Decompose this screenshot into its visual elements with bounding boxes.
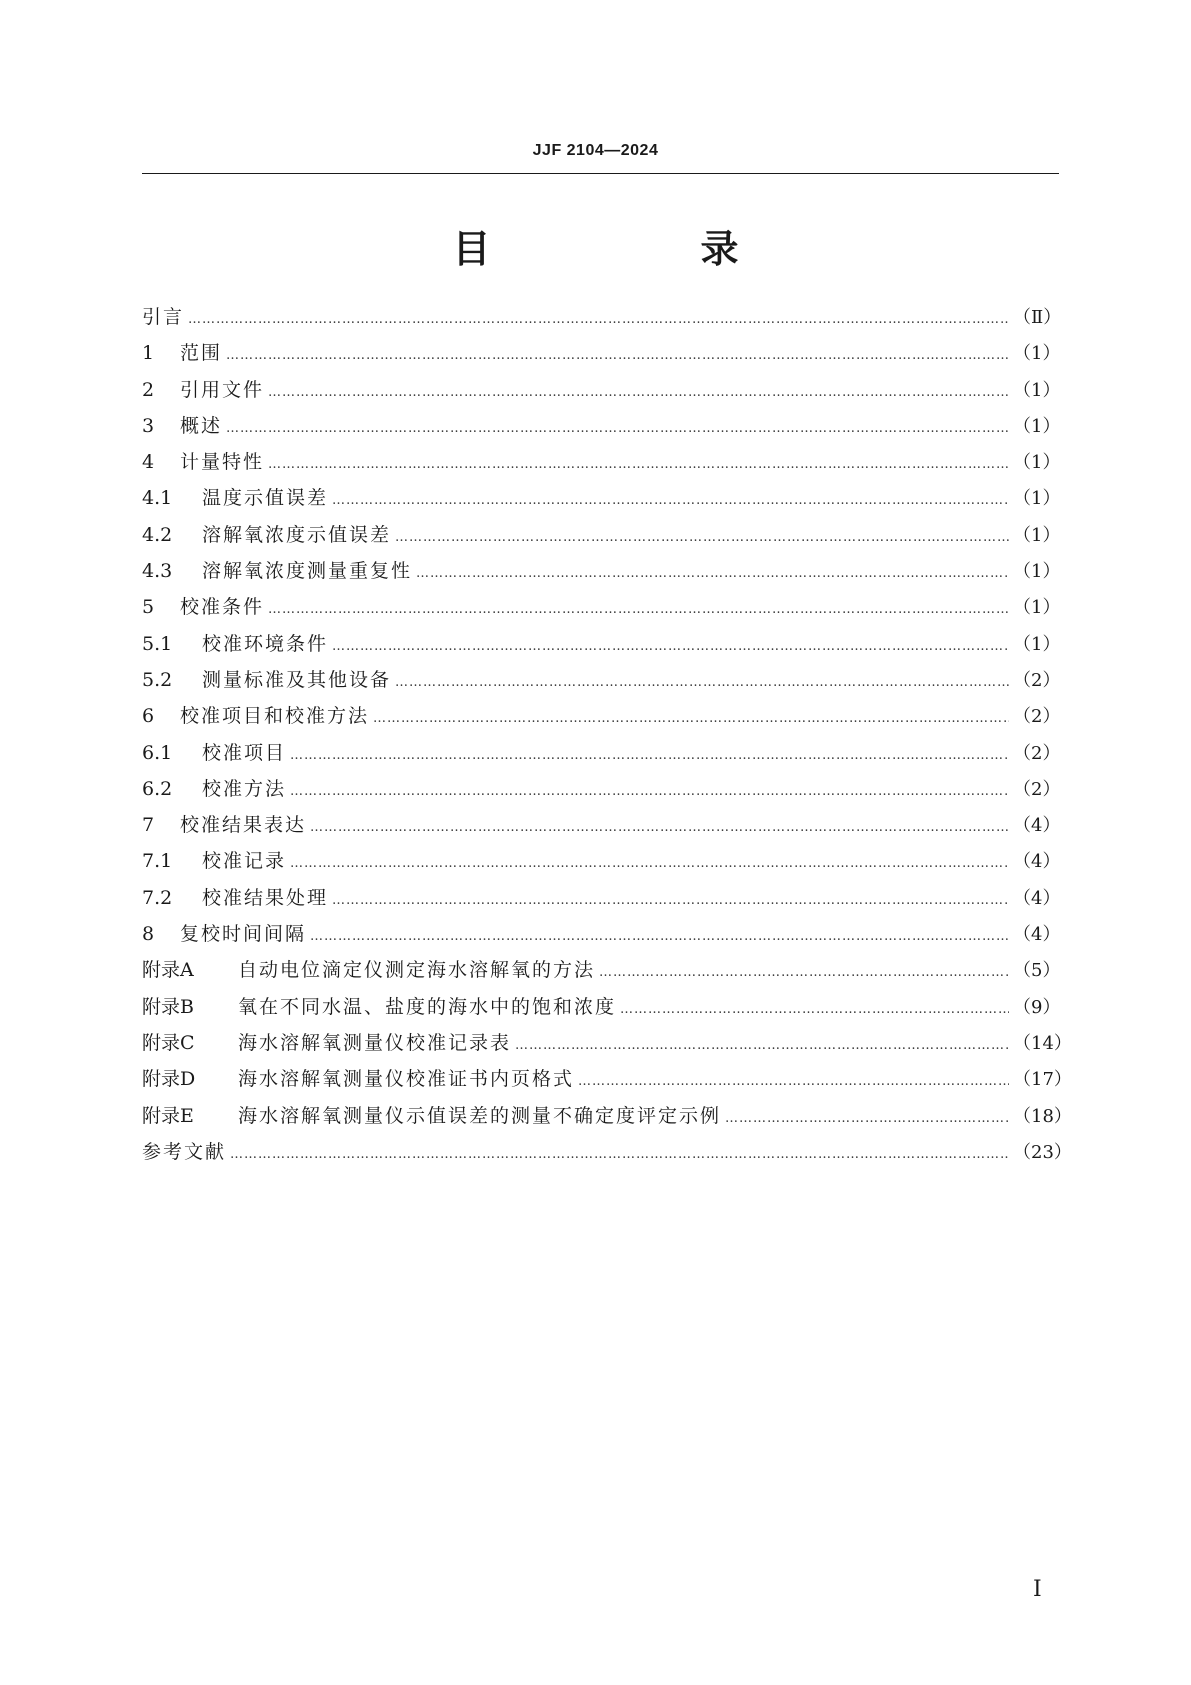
toc-entry-title: 海水溶解氧测量仪校准证书内页格式 <box>238 1068 575 1091</box>
toc-dot-leader <box>332 639 1009 654</box>
header-divider <box>142 173 1059 174</box>
toc-entry-page: （4） <box>1013 887 1061 909</box>
toc-entry-page: （1） <box>1013 633 1061 655</box>
toc-dot-leader <box>268 602 1009 617</box>
table-of-contents <box>142 302 1072 1173</box>
toc-dot-leader <box>226 348 1009 363</box>
toc-dot-leader <box>268 385 1009 400</box>
toc-entry-page: （1） <box>1013 415 1061 437</box>
toc-entry[interactable] <box>142 701 1059 737</box>
toc-entry-number: 7.1 <box>142 850 173 873</box>
toc-entry-title: 校准项目 <box>202 741 287 764</box>
toc-entry-number: 6 <box>142 705 155 728</box>
toc-entry[interactable] <box>142 738 1059 774</box>
toc-entry[interactable] <box>142 665 1059 701</box>
toc-entry-title: 校准结果表达 <box>180 814 307 837</box>
toc-dot-leader <box>290 856 1009 871</box>
toc-entry-title: 计量特性 <box>180 451 265 474</box>
toc-entry-title: 概述 <box>180 414 223 437</box>
toc-dot-leader <box>290 784 1009 799</box>
toc-entry-number: 4 <box>142 451 155 474</box>
toc-entry[interactable] <box>142 883 1059 919</box>
toc-dot-leader <box>290 748 1009 763</box>
toc-entry-number: 2 <box>142 378 155 401</box>
toc-appendix-label: 附录C <box>142 1031 195 1054</box>
toc-entry-title: 校准条件 <box>180 596 265 619</box>
toc-dot-leader <box>599 965 1009 980</box>
toc-dot-leader <box>310 820 1009 835</box>
toc-entry-page: （1） <box>1013 524 1061 546</box>
toc-entry-page: （9） <box>1013 996 1061 1018</box>
toc-entry[interactable] <box>142 483 1059 519</box>
toc-dot-leader <box>515 1038 1009 1053</box>
toc-entry[interactable] <box>142 992 1059 1028</box>
toc-entry-page: （Ⅱ） <box>1013 307 1062 328</box>
toc-dot-leader <box>395 675 1009 690</box>
toc-entry-title: 氧在不同水温、盐度的海水中的饱和浓度 <box>238 995 617 1018</box>
toc-dot-leader <box>268 457 1009 472</box>
toc-entry-page: （1） <box>1013 597 1061 619</box>
toc-dot-leader <box>373 711 1009 726</box>
toc-entry-page: （1） <box>1013 343 1061 365</box>
toc-dot-leader <box>416 566 1009 581</box>
toc-entry[interactable] <box>142 810 1059 846</box>
toc-entry-number: 4.3 <box>142 560 173 583</box>
toc-dot-leader <box>578 1074 1009 1089</box>
toc-entry-page: （1） <box>1013 561 1061 583</box>
toc-entry-title: 测量标准及其他设备 <box>202 668 392 691</box>
toc-entry-page: （1） <box>1013 452 1061 474</box>
toc-entry-title: 自动电位滴定仪测定海水溶解氧的方法 <box>238 959 596 982</box>
toc-entry-title: 海水溶解氧测量仪校准记录表 <box>238 1031 512 1054</box>
toc-entry[interactable] <box>142 1137 1072 1173</box>
toc-entry-title: 范围 <box>180 342 223 365</box>
toc-entry-page: （1） <box>1013 379 1061 401</box>
toc-entry-page: （4） <box>1013 815 1061 837</box>
toc-dot-leader <box>725 1111 1009 1126</box>
toc-entry-page: （5） <box>1013 960 1061 982</box>
page-title: 目 录 <box>452 227 825 271</box>
toc-entry[interactable] <box>142 447 1059 483</box>
toc-entry[interactable] <box>142 556 1059 592</box>
toc-entry-title: 校准结果处理 <box>202 886 329 909</box>
toc-entry[interactable] <box>142 1028 1072 1064</box>
toc-entry[interactable] <box>142 919 1059 955</box>
toc-entry[interactable] <box>142 302 1062 338</box>
toc-entry-title: 参考文献 <box>142 1140 227 1163</box>
toc-entry[interactable] <box>142 629 1059 665</box>
toc-entry-title: 溶解氧浓度测量重复性 <box>202 560 413 583</box>
toc-dot-leader <box>395 530 1009 545</box>
toc-entry-number: 5.1 <box>142 632 173 655</box>
toc-entry[interactable] <box>142 774 1059 810</box>
toc-dot-leader <box>226 421 1009 436</box>
toc-entry-page: （17） <box>1013 1069 1072 1091</box>
toc-entry[interactable] <box>142 338 1059 374</box>
toc-entry-number: 5 <box>142 596 155 619</box>
toc-entry-page: （1） <box>1013 488 1061 510</box>
toc-entry-title: 海水溶解氧测量仪示值误差的测量不确定度评定示例 <box>238 1104 722 1127</box>
toc-entry-page: （23） <box>1013 1141 1072 1163</box>
toc-entry-page: （14） <box>1013 1032 1072 1054</box>
toc-appendix-label: 附录E <box>142 1104 194 1127</box>
toc-dot-leader <box>188 312 1009 327</box>
toc-entry-title: 引言 <box>142 306 185 328</box>
toc-dot-leader <box>332 893 1009 908</box>
toc-entry-page: （2） <box>1013 706 1061 728</box>
toc-entry[interactable] <box>142 1064 1072 1100</box>
toc-appendix-label: 附录D <box>142 1068 196 1091</box>
toc-entry-title: 校准项目和校准方法 <box>180 705 370 728</box>
toc-entry-page: （2） <box>1013 778 1061 800</box>
toc-entry[interactable] <box>142 411 1059 447</box>
toc-entry-title: 复校时间间隔 <box>180 923 307 946</box>
toc-appendix-label: 附录B <box>142 995 194 1018</box>
toc-entry-page: （18） <box>1013 1105 1072 1127</box>
toc-entry-number: 1 <box>142 342 155 365</box>
toc-entry-title: 引用文件 <box>180 378 265 401</box>
toc-entry[interactable] <box>142 1101 1072 1137</box>
toc-entry-title: 溶解氧浓度示值误差 <box>202 523 392 546</box>
toc-entry-number: 7 <box>142 814 155 837</box>
toc-entry-number: 6.2 <box>142 777 173 800</box>
toc-entry[interactable] <box>142 520 1059 556</box>
toc-entry[interactable] <box>142 955 1059 991</box>
toc-entry-title: 校准环境条件 <box>202 632 329 655</box>
toc-entry-title: 温度示值误差 <box>202 487 329 510</box>
standard-code: JJF 2104—2024 <box>532 142 659 159</box>
toc-entry-page: （4） <box>1013 924 1061 946</box>
toc-dot-leader <box>230 1147 1009 1162</box>
toc-entry-page: （2） <box>1013 742 1061 764</box>
toc-entry-number: 4.1 <box>142 487 173 510</box>
toc-entry-title: 校准方法 <box>202 777 287 800</box>
toc-entry[interactable] <box>142 592 1059 628</box>
toc-entry-page: （4） <box>1013 851 1061 873</box>
toc-dot-leader <box>310 929 1009 944</box>
toc-entry-number: 7.2 <box>142 886 173 909</box>
toc-entry[interactable] <box>142 846 1059 882</box>
toc-entry[interactable] <box>142 375 1059 411</box>
toc-entry-title: 校准记录 <box>202 850 287 873</box>
toc-entry-number: 8 <box>142 923 155 946</box>
toc-entry-number: 5.2 <box>142 668 173 691</box>
toc-dot-leader <box>620 1002 1009 1017</box>
page-number: Ⅰ <box>1033 1577 1042 1602</box>
toc-entry-page: （2） <box>1013 669 1061 691</box>
toc-entry-number: 3 <box>142 414 155 437</box>
toc-dot-leader <box>332 493 1009 508</box>
toc-entry-number: 4.2 <box>142 523 173 546</box>
toc-appendix-label: 附录A <box>142 959 194 982</box>
toc-entry-number: 6.1 <box>142 741 173 764</box>
